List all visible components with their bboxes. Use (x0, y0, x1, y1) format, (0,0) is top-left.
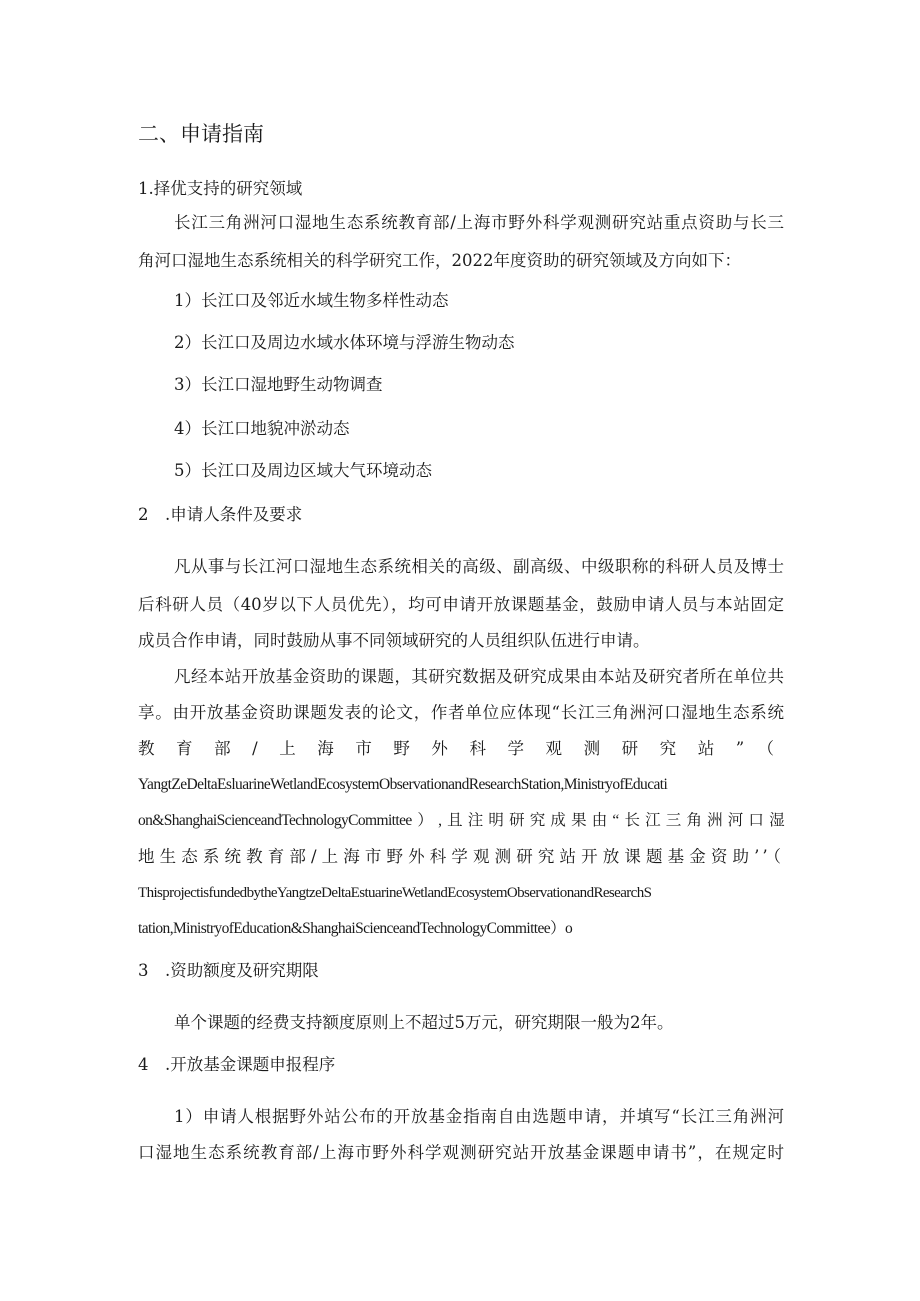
paragraph-line: 凡经本站开放基金资助的课题，其研究数据及研究成果由本站及研究者所在单位共 (174, 667, 784, 686)
paragraph-line: 凡从事与长江河口湿地生态系统相关的高级、副高级、中级职称的科研人员及博士 (174, 557, 784, 576)
paragraph-line: 享。由开放基金资助课题发表的论文，作者单位应体现“长江三角洲河口湿地生态系统 (138, 703, 784, 722)
list-item: 5）长江口及周边区域大气环境动态 (174, 461, 432, 480)
paragraph-line: 口湿地生态系统教育部/上海市野外科学观测研究站开放基金课题申请书”，在规定时 (138, 1143, 784, 1162)
paragraph-line: 地生态系统教育部/上海市野外科学观测研究站开放课题基金资助’’（ (138, 847, 784, 866)
list-item: 3）长江口湿地野生动物调查 (174, 375, 383, 394)
section-2-title: 2 .申请人条件及要求 (138, 505, 303, 524)
list-item: 2）长江口及周边水域水体环境与浮游生物动态 (174, 333, 515, 352)
paragraph-line: 成员合作申请，同时鼓励从事不同领域研究的人员组织队伍进行申请。 (138, 631, 650, 650)
paragraph-line: 教育部/上海市野外科学观测研究站”（ (138, 739, 784, 758)
paragraph-line: tation,MinistryofEducation&ShanghaiScienceandTechnologyCommittee）o (138, 920, 573, 937)
page-title: 二、申请指南 (138, 122, 264, 146)
section-4-title: 4 .开放基金课题申报程序 (138, 1055, 336, 1074)
section-1-intro-line: 长江三角洲河口湿地生态系统教育部/上海市野外科学观测研究站重点资助与长三 (174, 213, 784, 232)
section-1-intro-line: 角河口湿地生态系统相关的科学研究工作，2022年度资助的研究领域及方向如下： (138, 251, 741, 270)
list-item: 1）长江口及邻近水域生物多样性动态 (174, 291, 449, 310)
paragraph-line: YangtZeDeltaEsluarineWetlandEcosystemObservationandResearchStation,MinistryofEducati (138, 776, 668, 793)
paragraph-line: 单个课题的经费支持额度原则上不超过5万元，研究期限一般为2年。 (174, 1013, 674, 1032)
section-3-title: 3 .资助额度及研究期限 (138, 961, 319, 980)
section-1-title: 1.择优支持的研究领域 (138, 179, 303, 198)
paragraph-line: 1）申请人根据野外站公布的开放基金指南自由选题申请，并填写“长江三角洲河 (174, 1107, 784, 1126)
paragraph-line: ThisprojectisfundedbytheYangtzeDeltaEstuarineWetlandEcosystemObservationandResearchS (138, 885, 652, 901)
paragraph-line: on&ShanghaiScienceandTechnologyCommittee）,且注明研究成果由“长江三角洲河口湿 (138, 812, 784, 829)
list-item: 4）长江口地貌冲淤动态 (174, 419, 350, 438)
paragraph-line: 后科研人员（40岁以下人员优先），均可申请开放课题基金，鼓励申请人员与本站固定 (138, 595, 784, 614)
